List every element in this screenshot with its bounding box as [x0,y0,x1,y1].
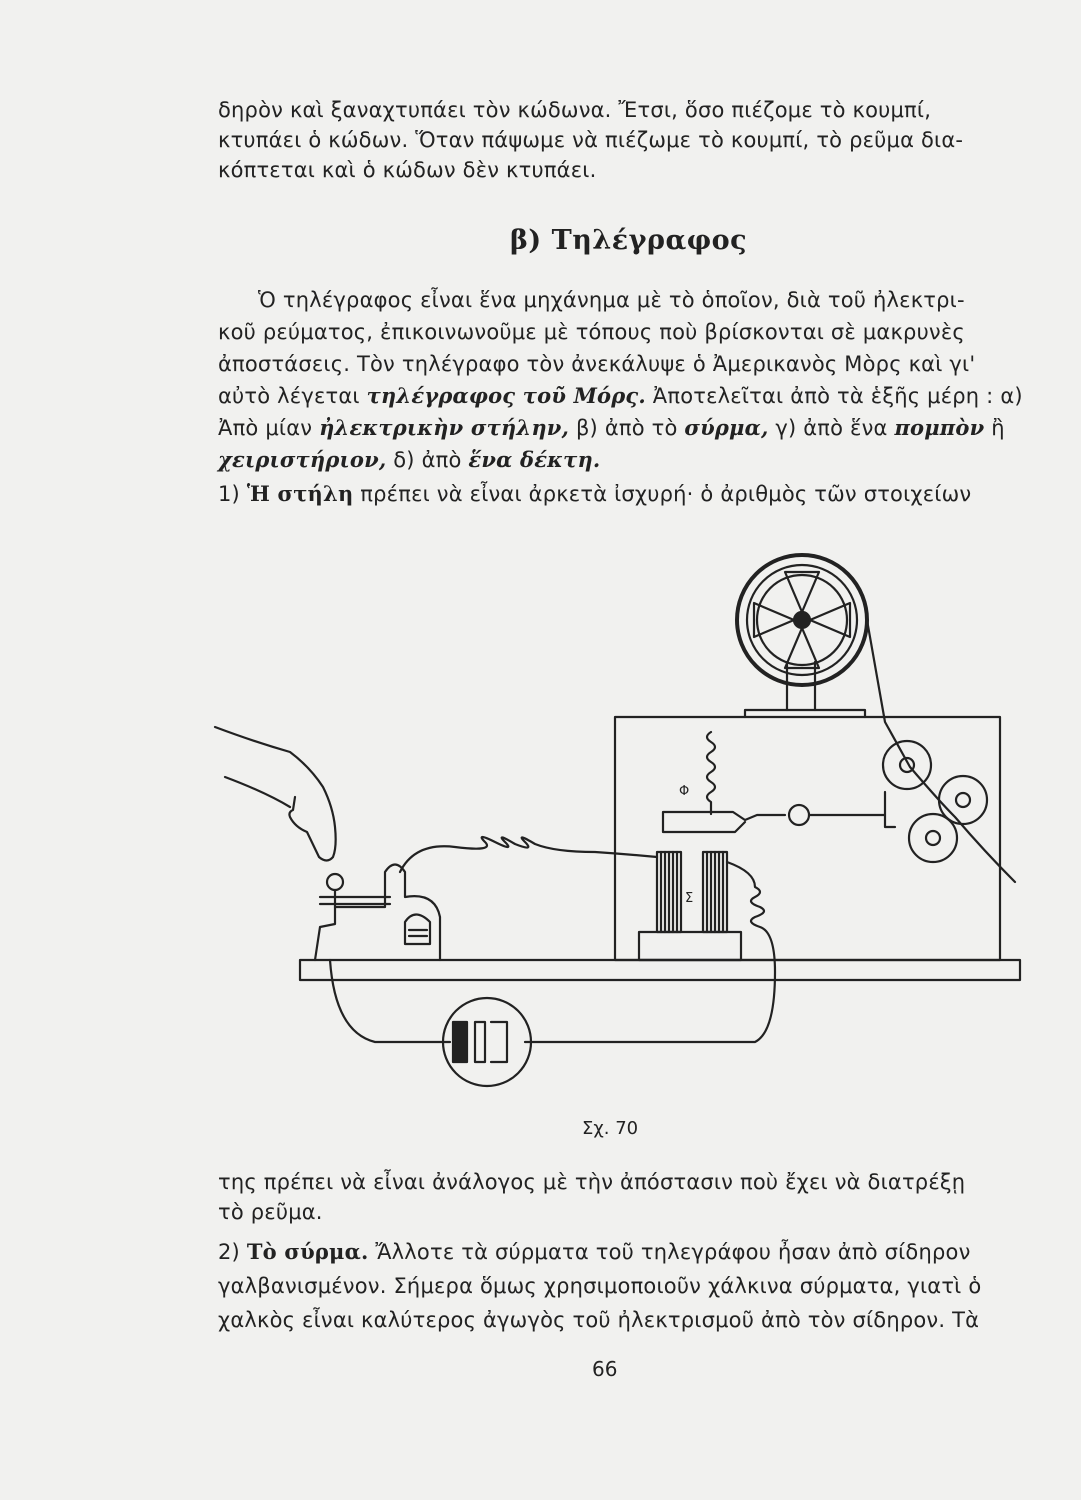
term-receiver: ἕνα δέκτη. [468,447,601,472]
text-line: κτυπάει ὁ κώδων. Ὅταν πάψωμε νὰ πιέζωμε τὸ κουμπί, τὸ ρεῦμα δια- [218,128,964,152]
electromagnet [639,852,741,960]
battery-cell [443,998,531,1086]
text-span: β) ἀπὸ τὸ [569,416,685,440]
term-key: χειριστήριον, [218,447,387,472]
term-wire-heading: Τὸ σύρμα. [246,1239,369,1264]
text-line: τὸ ρεῦμα. [218,1200,323,1224]
text-span: Ἄλλοτε τὰ σύρματα τοῦ τηλεγράφου ἦσαν ἀπὸ σίδηρον [368,1240,971,1264]
text-line [218,414,1048,442]
text-line: δηρὸν καὶ ξαναχτυπάει τὸν κώδωνα. Ἔτσι, ὅσο πιέζομε τὸ κουμπί, [218,98,932,122]
stylus-arm [809,792,895,827]
text-span: Ἀπὸ μίαν [218,416,320,440]
telegraph-diagram [195,552,1040,1092]
text-span: γ) ἀπὸ ἕνα [768,416,895,440]
morse-key [315,865,440,961]
text-line: κοῦ ρεύματος, ἐπικοινωνοῦμε μὲ τόπους ποὺ βρίσκονται σὲ μακρυνὲς [218,320,965,344]
text-line: Ὁ τηλέγραφος εἶναι ἕνα μηχάνημα μὲ τὸ ὁποῖον, διὰ τοῦ ἠλεκτρι- [258,288,965,312]
text-line: της πρέπει νὰ εἶναι ἀνάλογος μὲ τὴν ἀπόστασιν ποὺ ἔχει νὰ διατρέξῃ [218,1170,966,1194]
text-span: πρέπει νὰ εἶναι ἀρκετὰ ἰσχυρή· ὁ ἀριθμὸς τῶν στοιχείων [353,482,972,506]
coiled-wire-top [400,837,657,872]
text-line [218,480,1048,508]
section-heading: β) Τηλέγραφος [510,225,748,256]
figure-caption: Σχ. 70 [582,1118,639,1139]
term-electric-battery: ἠλεκτρικὴν στήλην, [319,415,570,440]
term-transmitter: πομπὸν [894,415,985,440]
text-span: 1) [218,482,247,506]
paper-reel [737,555,867,685]
term-wire: σύρμα, [684,415,769,440]
receiver-spring [707,732,715,814]
term-telegraph-morse: τηλέγραφος τοῦ Μόρς. [366,383,646,408]
text-line: χαλκὸς εἶναι καλύτερος ἀγωγὸς τοῦ ἠλεκτρισμοῦ ἀπὸ τὸν σίδηρον. Τὰ [218,1308,980,1332]
label-phi: Φ [679,784,690,799]
text-span: 2) [218,1240,247,1264]
base-board [300,960,1020,980]
text-line [218,1238,1048,1266]
text-line [218,446,1048,474]
text-line: κόπτεται καὶ ὁ κώδων δὲν κτυπάει. [218,158,597,182]
telegraph-figure [195,552,1040,1092]
paper-strip [867,620,1015,882]
text-span: Ἀποτελεῖται ἀπὸ τὰ ἑξῆς μέρη : α) [645,384,1023,408]
text-span: δ) ἀπὸ [386,448,469,472]
text-span: ἢ [984,416,1005,440]
coiled-wire-right [525,862,775,1042]
text-line: ἀποστάσεις. Τὸν τηλέγραφο τὸν ἀνεκάλυψε ὁ Ἀμερικανὸς Μὸρς καὶ γι' [218,352,976,376]
text-line [218,382,1048,410]
text-span: αὐτὸ λέγεται [218,384,367,408]
paper-rollers [883,741,987,862]
term-battery: Ἡ στήλη [246,481,354,506]
page-number: 66 [592,1357,618,1381]
armature-lever [663,812,785,832]
label-sigma: Σ [685,891,694,906]
wire-left [330,960,450,1042]
operator-hand [215,727,336,861]
lever-pivot [789,805,809,825]
text-line: γαλβανισμένον. Σήμερα ὅμως χρησιμοποιοῦν χάλκινα σύρματα, γιατὶ ὁ [218,1274,982,1298]
